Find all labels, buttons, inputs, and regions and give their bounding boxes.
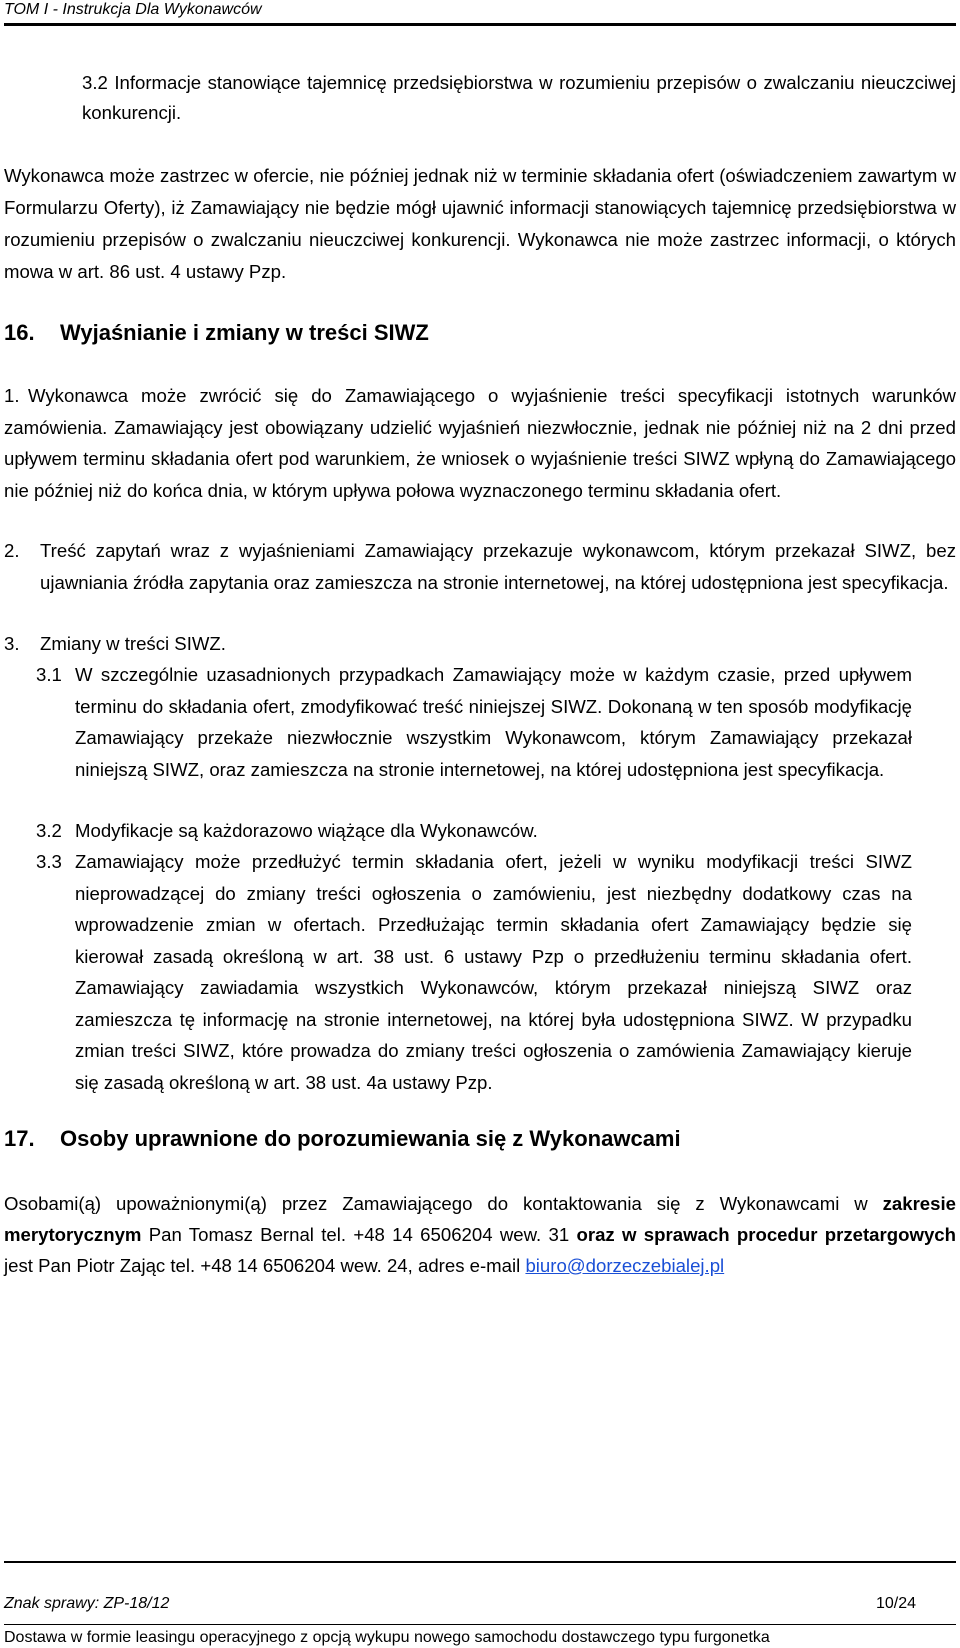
section-17-paragraph xyxy=(4,1188,956,1281)
section-17-number: 17. xyxy=(4,1126,35,1151)
section-17-title: Osoby uprawnione do porozumiewania się z Wykonawcami xyxy=(60,1126,681,1151)
section-16-subitem-3-3 xyxy=(36,846,912,1098)
section-16-number: 16. xyxy=(4,320,35,345)
section-17-heading xyxy=(4,1124,681,1154)
section-16-item-3 xyxy=(4,628,956,660)
header-rule xyxy=(4,23,956,26)
document-header-title: TOM I - Instrukcja Dla Wykonawców xyxy=(4,1,262,18)
intro-paragraph: Wykonawca może zastrzec w ofercie, nie później jednak niż w terminie składania ofert (oświadczeniem zawartym w Formularzu Oferty), iż Zamawiający nie będzie mógł ujawnić informacji stanowiących tajemnicę przedsiębiorstwa w rozumieniu przepisów o zwalczaniu nieuczciwej konkurencji. Wykonawca nie może zastrzec informacji, o których mowa w art. 86 ust. 4 ustawy Pzp. xyxy=(4,165,956,282)
subitem-number: 3.1 xyxy=(36,664,62,685)
item-number: 3. xyxy=(4,633,20,654)
footer-rule xyxy=(4,1561,956,1563)
item-text: Treść zapytań wraz z wyjaśnieniami Zamawiający przekazuje wykonawcom, którym przekazał SIWZ, bez ujawniania źródła zapytania oraz zamieszcza na stronie internetowej, na której udostępniona jest specyfikacja. xyxy=(40,540,956,593)
item-text: Wykonawca może zwrócić się do Zamawiającego o wyjaśnienie treści specyfikacji istotnych warunków zamówienia. Zamawiający jest obowiązany udzielić wyjaśnień niezwłocznie, jednak nie później niż na 2 dni przed upływem terminu składania ofert pod warunkiem, że wniosek o wyjaśnienie treści SIWZ wpłyną do Zamawiającego nie później niż do końca dnia, w którym upływa połowa wyznaczonego terminu składania ofert. xyxy=(4,385,956,501)
contact-bold-procedures: oraz w sprawach procedur przetargowych xyxy=(576,1224,956,1245)
section-16-heading xyxy=(4,318,429,348)
section-16-subitem-3-1 xyxy=(36,659,912,785)
item-text: Zmiany w treści SIWZ. xyxy=(40,633,226,654)
case-reference: Znak sprawy: ZP-18/12 xyxy=(4,1595,170,1612)
footer-divider xyxy=(4,1624,956,1625)
intro-point-text: Informacje stanowiące tajemnicę przedsiębiorstwa w rozumieniu przepisów o zwalczaniu nieuczciwej konkurencji. xyxy=(82,72,956,123)
page-number: 10/24 xyxy=(875,1595,916,1612)
item-number: 2. xyxy=(4,540,20,561)
intro-point xyxy=(82,68,956,128)
contact-text-mid2: jest Pan Piotr Zając tel. +48 14 6506204 wew. 24, adres e-mail xyxy=(4,1255,526,1276)
footer-description: Dostawa w formie leasingu operacyjnego z opcją wykupu nowego samochodu dostawczego typu furgonetka xyxy=(4,1629,770,1646)
contact-text-start: Osobami(ą) upoważnionymi(ą) przez Zamawiającego do kontaktowania się z Wykonawcami w xyxy=(4,1193,883,1214)
intro-point-number: 3.2 xyxy=(82,72,108,93)
section-16-title: Wyjaśnianie i zmiany w treści SIWZ xyxy=(60,320,429,345)
email-link[interactable]: biuro@dorzeczebialej.pl xyxy=(525,1255,725,1276)
section-16-item-1 xyxy=(4,380,956,506)
subitem-number: 3.2 xyxy=(36,820,62,841)
section-16-subitem-3-2 xyxy=(36,815,912,847)
item-number: 1. xyxy=(4,385,20,406)
contact-bold-substantive: zakresie merytorycznym xyxy=(4,1193,956,1245)
subitem-text: Modyfikacje są każdorazowo wiążące dla Wykonawców. xyxy=(75,820,538,841)
contact-text-mid1: Pan Tomasz Bernal tel. +48 14 6506204 wew. 31 xyxy=(141,1224,577,1245)
section-16-item-2 xyxy=(4,535,956,598)
subitem-text: Zamawiający może przedłużyć termin składania ofert, jeżeli w wyniku modyfikacji treści SIWZ nieprowadzącej do zmiany treści ogłoszenia o zamówieniu, jest niezbędny dodatkowy czas na wprowadzenie zmian w ofertach. Przedłużając termin składania ofert Zamawiający będzie się kierował zasadą określoną w art. 38 ust. 6 ustawy Pzp o przedłużeniu terminu składania ofert. Zamawiający zawiadamia wszystkich Wykonawców, którym przekazał niniejszą SIWZ oraz zamieszcza tę informację na stronie internetowej, na której była udostępniona SIWZ. W przypadku zmian treści SIWZ, które prowadza do zmiany treści ogłoszenia o zamówienia Zamawiający kieruje się zasadą określoną w art. 38 ust. 4a ustawy Pzp. xyxy=(75,851,912,1093)
subitem-number: 3.3 xyxy=(36,851,62,872)
subitem-text: W szczególnie uzasadnionych przypadkach Zamawiający może w każdym czasie, przed upływem terminu do składania ofert, zmodyfikować treść niniejszej SIWZ. Dokonaną w ten sposób modyfikację Zamawiający przekaże niezwłocznie wszystkim Wykonawcom, którym Zamawiający przekazał niniejszą SIWZ, oraz zamieszcza na stronie internetowej, na której udostępniona jest specyfikacja. xyxy=(75,664,912,780)
